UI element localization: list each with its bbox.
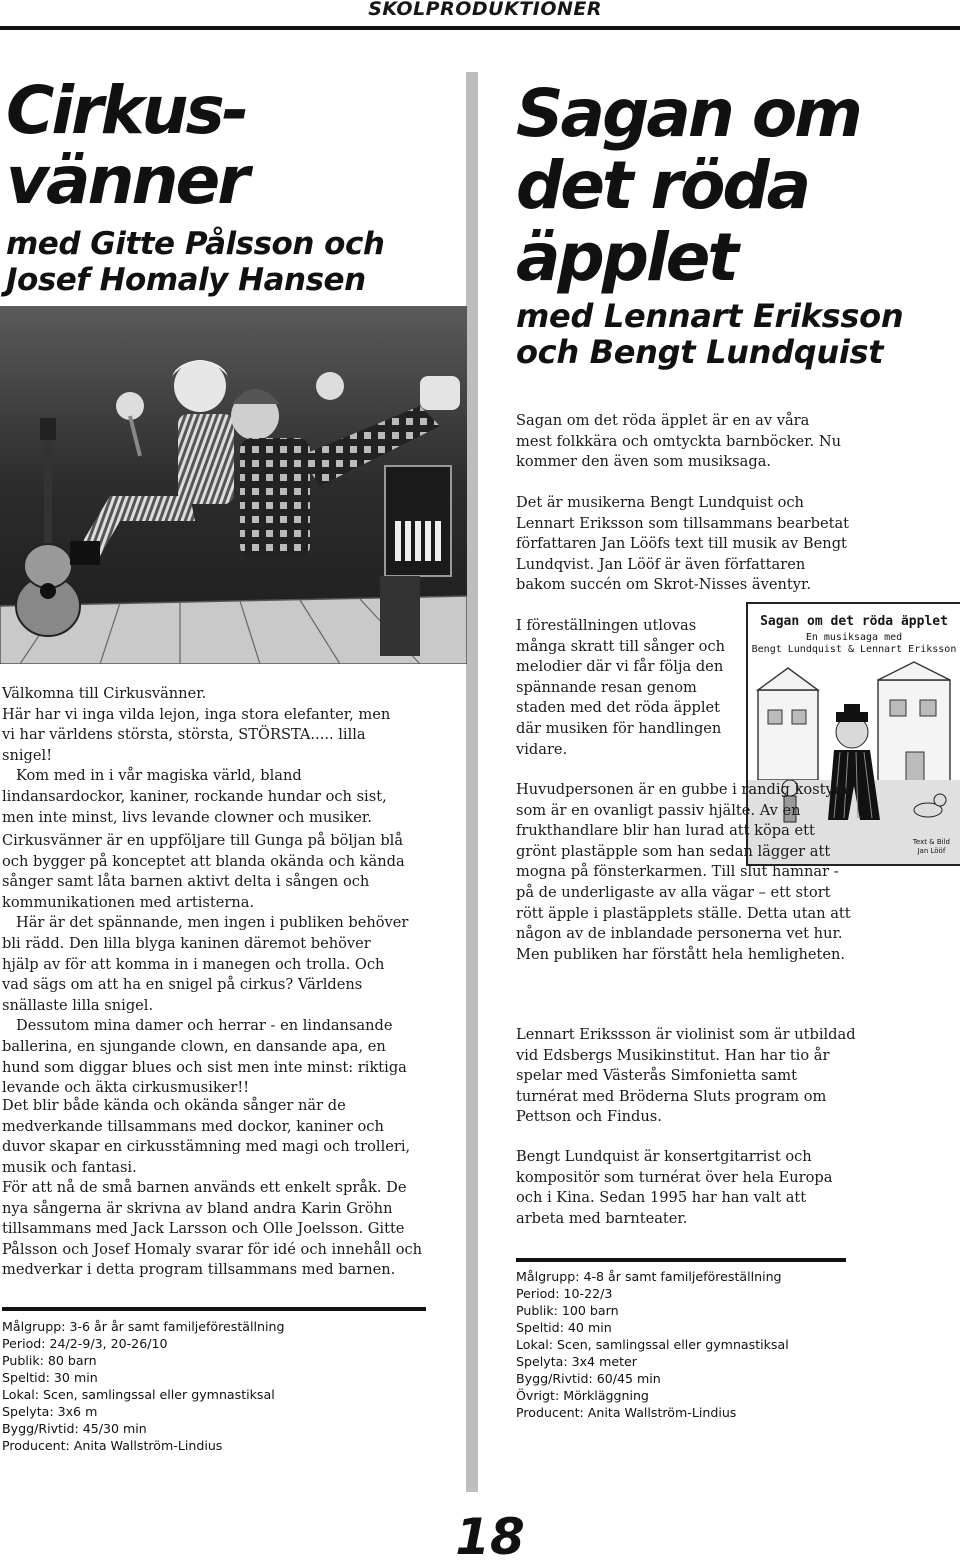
left-body-3 [2, 1178, 430, 1281]
header-rule [0, 26, 960, 30]
fact-line: Lokal: Scen, samlingssal eller gymnastiksal [516, 1337, 789, 1352]
right-subtitle [516, 298, 903, 370]
fact-line: Period: 24/2-9/3, 20-26/10 [2, 1336, 168, 1351]
left-facts [2, 1318, 432, 1454]
paragraph: Bengt Lundquist är konsertgitarrist och kompositör som turnérat över hela Europa och i Kina. Sedan 1995 har han valt att arbeta med barnteater. [516, 1148, 833, 1227]
book-cover-title: Sagan om det röda äpplet [760, 614, 948, 629]
fact-line: Period: 10-22/3 [516, 1286, 613, 1301]
fact-line: Producent: Anita Wallström-Lindius [2, 1438, 223, 1453]
right-body-2 [516, 780, 856, 965]
left-intro [2, 684, 407, 828]
right-body-4 [516, 1147, 841, 1229]
left-title-line: Cirkus- [6, 72, 247, 149]
right-body [516, 616, 736, 760]
paragraph: Sagan om det röda äpplet är en av våra mest folkkära och omtyckta barnböcker. Nu kommer den även som musiksaga. [516, 412, 841, 471]
fact-line: Spelyta: 3x6 m [2, 1404, 98, 1419]
left-title [6, 72, 247, 219]
right-title [516, 75, 860, 296]
fact-line: Målgrupp: 4-8 år samt familjeföreställning [516, 1269, 782, 1284]
paragraph: Huvudpersonen är en gubbe i randig kostym som är en ovanligt passiv hjälte. Av en frukthandlare blir han lurad att köpa ett grönt plastäpple som han sedan lägger att mogna på fönsterkarmen. Till slut hamnar - på de underligaste av alla vägar – ett stort rött äpple i plastäpplets ställe. Detta utan att någon av de inblandade personerna vet hur. Men publiken har förstått hela hemligheten. [516, 781, 851, 963]
right-subtitle-line: med Lennart Eriksson [516, 297, 904, 335]
book-cover-credit: Text & Bild [912, 838, 950, 846]
fact-line: Producent: Anita Wallström-Lindius [516, 1405, 737, 1420]
right-subtitle-line: och Bengt Lundquist [516, 333, 884, 371]
fact-line: Speltid: 40 min [516, 1320, 612, 1335]
cast-photo [0, 306, 467, 664]
left-subtitle-line: med Gitte Pålsson och [6, 226, 385, 262]
right-facts-rule [516, 1258, 846, 1262]
fact-line: Övrigt: Mörkläggning [516, 1388, 649, 1403]
fact-line: Speltid: 30 min [2, 1370, 98, 1385]
fact-line: Målgrupp: 3-6 år år samt familjeföreställning [2, 1319, 285, 1334]
paragraph: Cirkusvänner är en uppföljare till Gunga på böljan blå och bygger på konceptet att blanda okända och kända sånger samt låta barnen aktivt delta i sången och kommunikationen med artisterna. [2, 832, 405, 911]
fact-line: Publik: 80 barn [2, 1353, 97, 1368]
fact-line: Spelyta: 3x4 meter [516, 1354, 637, 1369]
paragraph: Kom med in i vår magiska värld, bland lindansardockor, kaniner, rockande hundar och sist, men inte minst, livs levande clowner och musiker. [2, 767, 387, 826]
left-body-2 [2, 1096, 430, 1178]
paragraph: Lennart Erikssson är violinist som är utbildad vid Edsbergs Musikinstitut. Han har tio år spelar med Västerås Simfonietta samt turnérat med Bröderna Sluts program om Pettson och Findus. [516, 1026, 856, 1126]
cast-photo-illustration [0, 306, 467, 664]
fact-line: Bygg/Rivtid: 60/45 min [516, 1371, 661, 1386]
right-title-line: äpplet [516, 219, 736, 296]
left-body [2, 831, 412, 1099]
paragraph: Det blir både kända och okända sånger när de medverkande tillsammans med dockor, kaniner och duvor skapar en cirkusstämning med magi och trolleri, musik och fantasi. [2, 1097, 411, 1176]
right-intro [516, 411, 841, 473]
book-cover-subtitle: En musiksaga med [805, 632, 903, 643]
book-cover-credit: Jan Lööf [917, 847, 946, 855]
page-number: 18 [455, 1508, 525, 1566]
paragraph: Välkomna till Cirkusvänner. [2, 685, 207, 702]
paragraph: Dessutom mina damer och herrar - en lindansande ballerina, en sjungande clown, en dansande apa, en hund som diggar blues och sist men inte minst: riktiga levande och äkta cirkusmusiker!! [2, 1017, 407, 1097]
right-title-line: det röda [516, 147, 809, 224]
book-cover-subtitle: Bengt Lundquist & Lennart Eriksson [751, 644, 957, 655]
left-subtitle-line: Josef Homaly Hansen [6, 262, 366, 298]
fact-line: Lokal: Scen, samlingssal eller gymnastiksal [2, 1387, 275, 1402]
fact-line: Publik: 100 barn [516, 1303, 619, 1318]
right-title-line: Sagan om [516, 75, 860, 152]
right-intro-2 [516, 493, 856, 596]
right-body-3 [516, 1025, 856, 1128]
paragraph: För att nå de små barnen används ett enkelt språk. De nya sångerna är skrivna av bland andra Karin Gröhn tillsammans med Jack Larsson och Olle Joelsson. Gitte Pålsson och Josef Homaly svarar för idé och innehåll och medverkar i detta program tillsammans med barnen. [2, 1179, 423, 1279]
left-title-line: vänner [6, 142, 247, 219]
left-facts-rule [2, 1307, 426, 1311]
fact-line: Bygg/Rivtid: 45/30 min [2, 1421, 147, 1436]
left-subtitle [6, 226, 384, 298]
column-divider [466, 72, 478, 1492]
paragraph: Här har vi inga vilda lejon, inga stora elefanter, men vi har världens största, största, STÖRSTA..... lilla snigel! [2, 705, 391, 764]
right-facts [516, 1268, 936, 1421]
paragraph: Det är musikerna Bengt Lundquist och Lennart Eriksson som tillsammans bearbetat författaren Jan Lööfs text till musik av Bengt Lundqvist. Jan Lööf är även författaren bakom succén om Skrot-Nisses äventyr. [516, 494, 850, 594]
paragraph: Här är det spännande, men ingen i publiken behöver bli rädd. Den lilla blyga kaninen däremot behöver hjälp av för att komma in i manegen och trolla. Och vad sägs om att ha en snigel på cirkus? Världens snällaste lilla snigel. [2, 914, 409, 1014]
paragraph: I föreställningen utlovas många skratt till sånger och melodier där vi får följa den spännande resan genom staden med det röda äpplet där musiken för handlingen vidare. [516, 617, 726, 758]
